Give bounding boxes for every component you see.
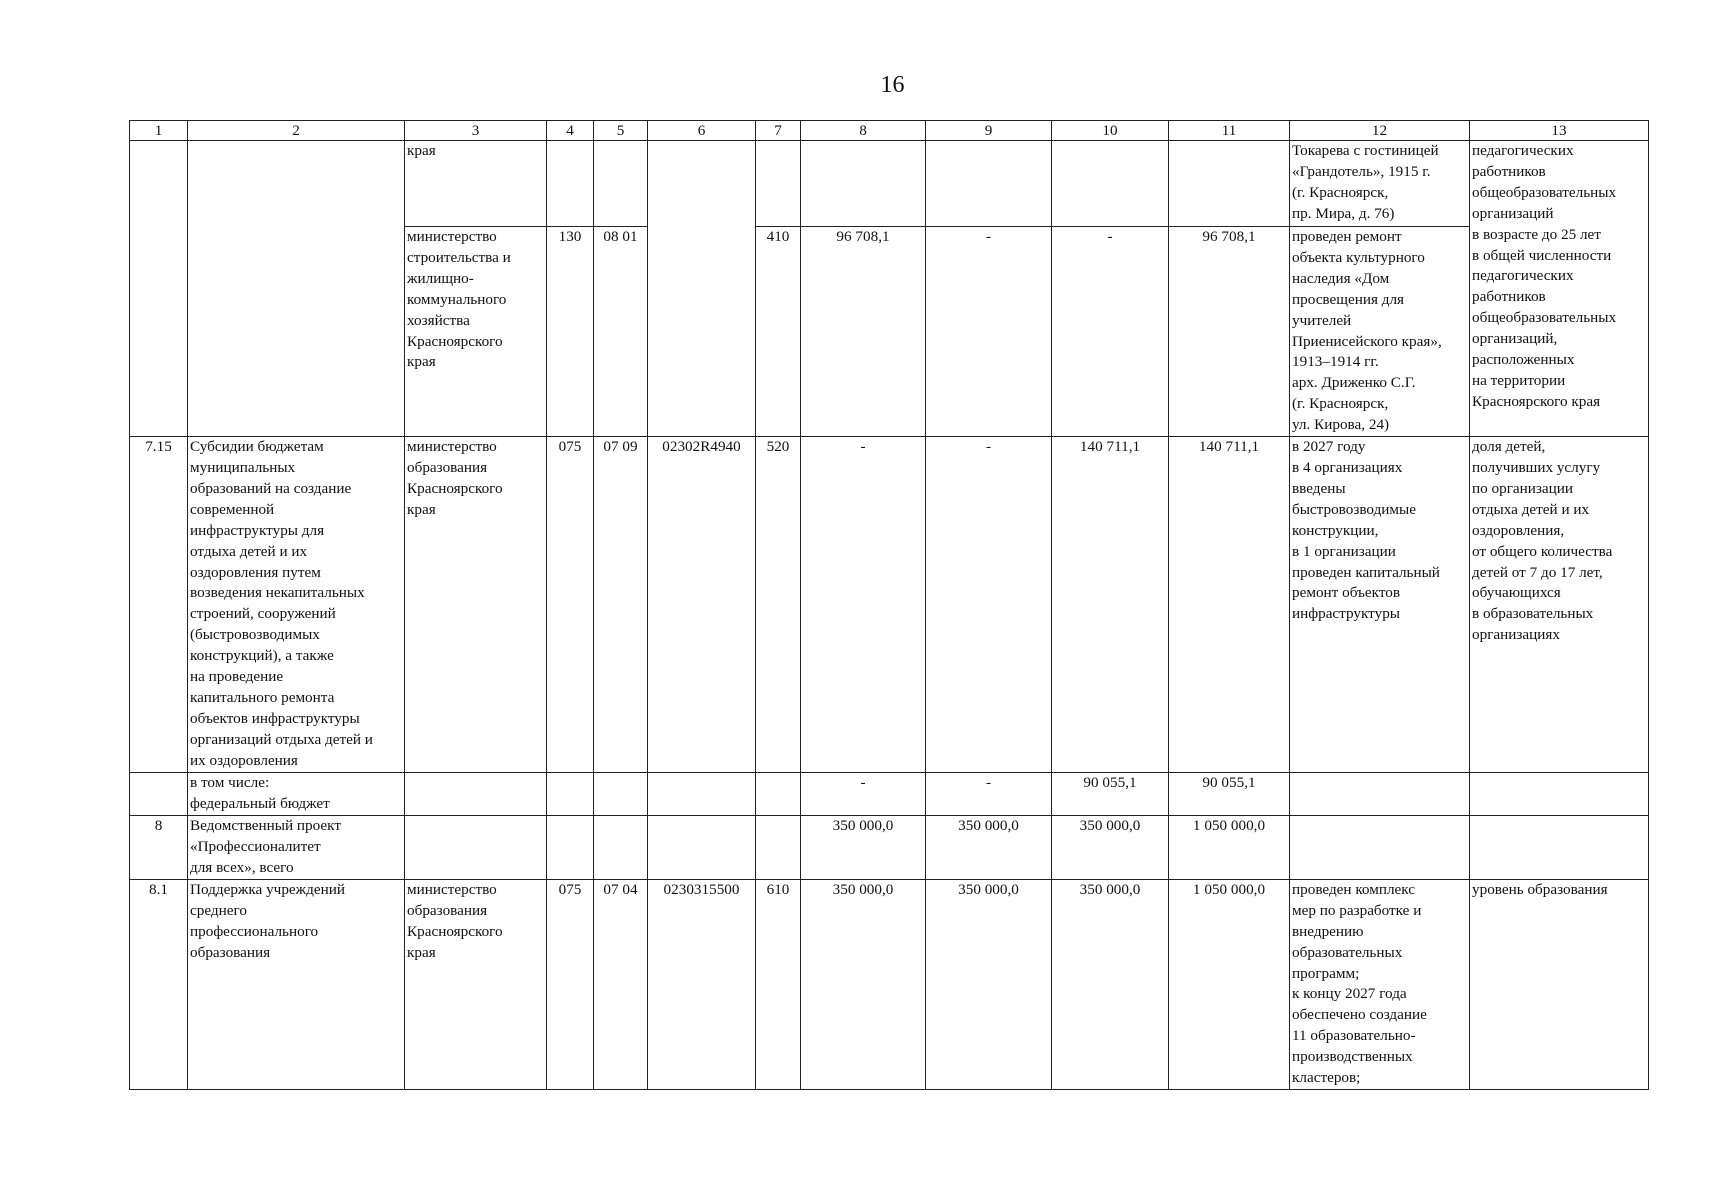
cell-executor: министерство образования Красноярского края [405,879,547,1089]
cell-year-2026: 350 000,0 [926,815,1052,879]
cell-empty [801,141,926,227]
cell-year-2027: 90 055,1 [1052,773,1169,816]
cell-grbs: 075 [547,437,594,773]
cell-result: проведен ремонт объекта культурного наследия «Дом просвещения для учителей Приенисейского края», 1913–1914 гг. арх. Дриженко С.Г. (г. Красноярск, ул. Кирова, 24) [1290,227,1470,437]
cell-csr: 0230315500 [648,879,756,1089]
cell-empty [756,773,801,816]
cell-result: проведен комплекс мер по разработке и внедрению образовательных программ; к концу 2027 года обеспечено создание 11 образовательно- производственных кластеров; [1290,879,1470,1089]
cell-year-2026: - [926,227,1052,437]
cell-year-2027: 140 711,1 [1052,437,1169,773]
cell-empty [1290,773,1470,816]
cell-empty [1169,141,1290,227]
cell-empty [756,815,801,879]
cell-name [188,141,405,437]
cell-indicator: уровень образования [1470,879,1649,1089]
cell-total: 140 711,1 [1169,437,1290,773]
cell-empty [405,815,547,879]
cell-empty [648,141,756,437]
cell-number: 8 [130,815,188,879]
cell-csr: 02302R4940 [648,437,756,773]
header-cell: 1 [130,121,188,141]
cell-empty [1052,141,1169,227]
cell-total: 1 050 000,0 [1169,815,1290,879]
cell-name: в том числе: федеральный бюджет [188,773,405,816]
cell-year-2026: - [926,437,1052,773]
cell-empty [594,141,648,227]
cell-number: 7.15 [130,437,188,773]
cell-year-2027: 350 000,0 [1052,879,1169,1089]
header-cell: 4 [547,121,594,141]
cell-empty [547,815,594,879]
cell-year-2027: 350 000,0 [1052,815,1169,879]
table-row [130,815,1649,879]
cell-section: 07 04 [594,879,648,1089]
header-cell: 5 [594,121,648,141]
cell-name: Ведомственный проект «Профессионалитет для всех», всего [188,815,405,879]
cell-empty [926,141,1052,227]
cell-empty [648,815,756,879]
table-row [130,773,1649,816]
header-cell: 6 [648,121,756,141]
cell-vr: 410 [756,227,801,437]
cell-empty [594,815,648,879]
cell-vr: 610 [756,879,801,1089]
cell-empty [1470,773,1649,816]
cell-indicator: педагогических работников общеобразовательных организаций в возрасте до 25 лет в общей численности педагогических работников общеобразовательных организаций, расположенных на территории Красноярского края [1470,141,1649,437]
cell-result: в 2027 году в 4 организациях введены быстровозводимые конструкции, в 1 организации проведен капитальный ремонт объектов инфраструктуры [1290,437,1470,773]
cell-executor: края [405,141,547,227]
cell-empty [756,141,801,227]
header-cell: 12 [1290,121,1470,141]
cell-result: Токарева с гостиницей «Грандотель», 1915 г. (г. Красноярск, пр. Мира, д. 76) [1290,141,1470,227]
cell-empty [130,773,188,816]
cell-name: Поддержка учреждений среднего профессионального образования [188,879,405,1089]
cell-year-2026: 350 000,0 [926,879,1052,1089]
cell-empty [405,773,547,816]
cell-year-2025: 96 708,1 [801,227,926,437]
cell-section: 08 01 [594,227,648,437]
cell-empty [1290,815,1470,879]
cell-year-2025: - [801,437,926,773]
cell-empty [648,773,756,816]
cell-empty [1470,815,1649,879]
table-row [130,141,1649,227]
cell-total: 1 050 000,0 [1169,879,1290,1089]
header-cell: 8 [801,121,926,141]
cell-year-2025: 350 000,0 [801,815,926,879]
cell-empty [547,773,594,816]
cell-year-2025: - [801,773,926,816]
cell-year-2025: 350 000,0 [801,879,926,1089]
cell-vr: 520 [756,437,801,773]
cell-number [130,141,188,437]
cell-year-2026: - [926,773,1052,816]
header-cell: 9 [926,121,1052,141]
cell-empty [547,141,594,227]
cell-year-2027: - [1052,227,1169,437]
cell-number: 8.1 [130,879,188,1089]
cell-grbs: 075 [547,879,594,1089]
header-cell: 11 [1169,121,1290,141]
cell-empty [594,773,648,816]
cell-executor: министерство образования Красноярского края [405,437,547,773]
cell-executor: министерство строительства и жилищно- коммунального хозяйства Красноярского края [405,227,547,437]
header-cell: 3 [405,121,547,141]
table-row [130,437,1649,773]
table-row [130,879,1649,1089]
cell-total: 96 708,1 [1169,227,1290,437]
page-number: 16 [880,72,905,98]
header-cell: 10 [1052,121,1169,141]
header-cell: 2 [188,121,405,141]
budget-table [129,120,1649,1090]
cell-section: 07 09 [594,437,648,773]
cell-grbs: 130 [547,227,594,437]
cell-total: 90 055,1 [1169,773,1290,816]
cell-indicator: доля детей, получивших услугу по организации отдыха детей и их оздоровления, от общего количества детей от 7 до 17 лет, обучающихся в образовательных организациях [1470,437,1649,773]
header-row [130,121,1649,141]
header-cell: 7 [756,121,801,141]
header-cell: 13 [1470,121,1649,141]
cell-name: Субсидии бюджетам муниципальных образований на создание современной инфраструктуры для отдыха детей и их оздоровления путем возведения некапитальных строений, сооружений (быстровозводимых конструкций), а также на проведение капитального ремонта объектов инфраструктуры организаций отдыха детей и их оздоровления [188,437,405,773]
